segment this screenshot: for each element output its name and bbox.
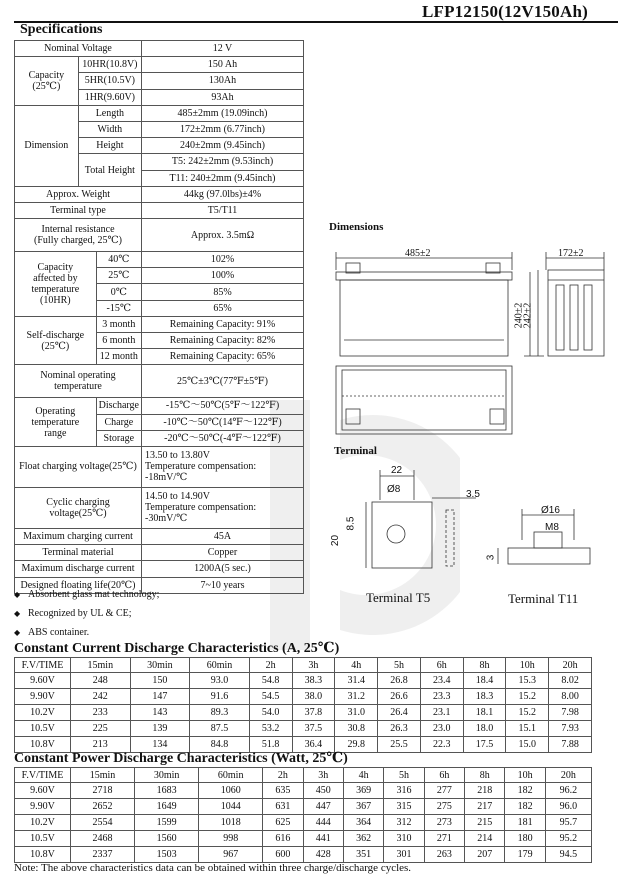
t5-dim-85: 8.5 <box>345 516 357 531</box>
table-cell: 15.3 <box>506 673 549 689</box>
t5-dim-20: 20 <box>330 534 342 547</box>
final-voltage-cell: 10.8V <box>15 847 71 863</box>
spec-sublabel: Length <box>78 105 141 121</box>
table-cell: 51.8 <box>249 737 292 753</box>
table-header-row <box>15 768 592 783</box>
table-cell: 2652 <box>71 799 135 815</box>
spec-sublabel: Charge <box>96 414 141 430</box>
table-cell: 37.8 <box>292 705 335 721</box>
column-header: 15min <box>71 658 131 673</box>
constant-power-heading: Constant Power Discharge Characteristics (Watt, 25℃) <box>14 751 348 766</box>
table-cell: 54.0 <box>249 705 292 721</box>
table-cell: 8.00 <box>549 689 592 705</box>
column-header: 5h <box>378 658 421 673</box>
table-cell: 18.4 <box>463 673 506 689</box>
table-cell: 54.8 <box>249 673 292 689</box>
table-cell: 625 <box>263 815 303 831</box>
battery-front-view <box>336 252 512 356</box>
table-cell: 1599 <box>135 815 199 831</box>
spec-label: Operating temperature range <box>15 398 97 447</box>
table-cell: 616 <box>263 831 303 847</box>
table-cell: 1560 <box>135 831 199 847</box>
spec-label: Terminal material <box>15 545 142 561</box>
spec-value: Remaining Capacity: 65% <box>142 349 304 365</box>
table-cell: 15.1 <box>506 721 549 737</box>
table-cell: 369 <box>343 783 383 799</box>
table-cell: 23.3 <box>420 689 463 705</box>
spec-sublabel: 25℃ <box>96 268 141 284</box>
column-header: 5h <box>384 768 424 783</box>
table-cell: 301 <box>384 847 424 863</box>
spec-value: -20℃～50℃(-4℉～122℉) <box>142 430 304 446</box>
spec-value: 12 V <box>142 41 304 57</box>
table-row <box>15 673 592 689</box>
table-cell: 179 <box>505 847 545 863</box>
table-cell: 214 <box>465 831 505 847</box>
spec-value <box>142 487 304 528</box>
table-cell: 15.2 <box>506 689 549 705</box>
dimensions-label: Dimensions <box>329 221 384 233</box>
table-cell: 218 <box>465 783 505 799</box>
spec-value: 172±2mm (6.77inch) <box>142 121 304 137</box>
column-header: 15min <box>71 768 135 783</box>
table-cell: 23.0 <box>420 721 463 737</box>
table-cell: 38.3 <box>292 673 335 689</box>
feature-text: Recognized by UL & CE; <box>28 608 132 619</box>
table-cell: 312 <box>384 815 424 831</box>
column-header: 8h <box>463 658 506 673</box>
table-cell: 23.1 <box>420 705 463 721</box>
spec-value: 85% <box>142 284 304 300</box>
table-cell: 441 <box>303 831 343 847</box>
spec-value: 150 Ah <box>142 57 304 73</box>
table-cell: 7.98 <box>549 705 592 721</box>
final-voltage-cell: 10.5V <box>15 831 71 847</box>
spec-label: Dimension <box>15 105 79 186</box>
battery-side-view <box>524 252 604 356</box>
column-header: 4h <box>343 768 383 783</box>
feature-list <box>14 585 159 642</box>
table-cell: 215 <box>465 815 505 831</box>
table-cell: 351 <box>343 847 383 863</box>
table-cell: 38.0 <box>292 689 335 705</box>
table-cell: 213 <box>71 737 131 753</box>
final-voltage-cell: 10.5V <box>15 721 71 737</box>
table-cell: 143 <box>130 705 190 721</box>
final-voltage-cell: 9.60V <box>15 673 71 689</box>
table-cell: 89.3 <box>190 705 250 721</box>
column-header: 20h <box>545 768 591 783</box>
diamond-bullet-icon: ◆ <box>14 628 21 637</box>
spec-value: 130Ah <box>142 73 304 89</box>
spec-sublabel: Storage <box>96 430 141 446</box>
spec-value: T11: 240±2mm (9.45inch) <box>142 170 304 186</box>
specifications-table <box>14 40 304 594</box>
spec-label: Approx. Weight <box>15 186 142 202</box>
constant-current-body <box>15 658 592 753</box>
spec-heading: Specifications <box>20 22 103 37</box>
spec-label: Internal resistance (Fully charged, 25℃) <box>15 219 142 252</box>
table-cell: 54.5 <box>249 689 292 705</box>
float-compensation-label: Temperature compensation: <box>145 461 257 473</box>
dim-length: 485±2 <box>405 248 431 259</box>
table-cell: 233 <box>71 705 131 721</box>
model-title: LFP12150(12V150Ah) <box>421 2 588 21</box>
column-header: F.V/TIME <box>15 658 71 673</box>
table-row <box>15 783 592 799</box>
spec-sublabel: 10HR(10.8V) <box>78 57 141 73</box>
final-voltage-cell: 9.60V <box>15 783 71 799</box>
table-cell: 93.0 <box>190 673 250 689</box>
table-cell: 600 <box>263 847 303 863</box>
table-cell: 53.2 <box>249 721 292 737</box>
dim-width: 172±2 <box>558 248 584 259</box>
table-cell: 7.88 <box>549 737 592 753</box>
t11-dim-16: Ø16 <box>541 505 560 516</box>
table-cell: 23.4 <box>420 673 463 689</box>
spec-label: Self-discharge (25℃) <box>15 316 97 365</box>
table-cell: 180 <box>505 831 545 847</box>
table-cell: 15.2 <box>506 705 549 721</box>
table-cell: 2554 <box>71 815 135 831</box>
spec-label: Nominal operating temperature <box>15 365 142 398</box>
column-header: 20h <box>549 658 592 673</box>
float-compensation: -18mV/℃ <box>145 472 188 484</box>
final-voltage-cell: 9.90V <box>15 799 71 815</box>
table-cell: 18.0 <box>463 721 506 737</box>
table-row <box>15 847 592 863</box>
spec-sublabel: 1HR(9.60V) <box>78 89 141 105</box>
list-item <box>14 604 159 623</box>
table-cell: 450 <box>303 783 343 799</box>
table-cell: 367 <box>343 799 383 815</box>
table-cell: 998 <box>199 831 263 847</box>
table-cell: 967 <box>199 847 263 863</box>
table-cell: 31.2 <box>335 689 378 705</box>
constant-current-table <box>14 657 592 753</box>
cyclic-voltage: 14.50 to 14.90V <box>145 491 210 503</box>
dim-height-1: 240±2 <box>513 302 525 329</box>
table-cell: 316 <box>384 783 424 799</box>
terminal-label: Terminal <box>334 445 377 457</box>
table-cell: 26.6 <box>378 689 421 705</box>
table-cell: 182 <box>505 783 545 799</box>
t5-dim-8: Ø8 <box>387 484 401 495</box>
constant-current-heading: Constant Current Discharge Characteristics (A, 25℃) <box>14 641 340 656</box>
spec-sublabel: -15℃ <box>96 300 141 316</box>
table-cell: 275 <box>424 799 464 815</box>
spec-sublabel: 6 month <box>96 333 141 349</box>
table-cell: 182 <box>505 799 545 815</box>
spec-label: Capacity (25℃) <box>15 57 79 106</box>
table-cell: 36.4 <box>292 737 335 753</box>
table-cell: 95.2 <box>545 831 591 847</box>
column-header: 6h <box>424 768 464 783</box>
table-cell: 1649 <box>135 799 199 815</box>
table-cell: 96.2 <box>545 783 591 799</box>
table-row <box>15 689 592 705</box>
column-header: 2h <box>249 658 292 673</box>
feature-text: ABS container. <box>28 627 90 638</box>
table-cell: 1044 <box>199 799 263 815</box>
table-cell: 271 <box>424 831 464 847</box>
table-cell: 134 <box>130 737 190 753</box>
table-row <box>15 815 592 831</box>
final-voltage-cell: 10.8V <box>15 737 71 753</box>
table-cell: 139 <box>130 721 190 737</box>
t5-dim-22: 22 <box>391 465 403 476</box>
column-header: 3h <box>292 658 335 673</box>
table-cell: 315 <box>384 799 424 815</box>
table-cell: 428 <box>303 847 343 863</box>
spec-sublabel: 40℃ <box>96 252 141 268</box>
spec-value: 7~10 years <box>142 577 304 593</box>
table-cell: 15.0 <box>506 737 549 753</box>
spec-sublabel: Width <box>78 121 141 137</box>
table-cell: 1503 <box>135 847 199 863</box>
table-cell: 248 <box>71 673 131 689</box>
t11-dim-3: 3 <box>485 554 497 561</box>
table-cell: 362 <box>343 831 383 847</box>
table-cell: 26.3 <box>378 721 421 737</box>
table-cell: 26.4 <box>378 705 421 721</box>
column-header: 10h <box>505 768 545 783</box>
table-header-row <box>15 658 592 673</box>
terminal-t11-drawing <box>498 509 590 564</box>
spec-value: -15℃～50℃(5℉～122℉) <box>142 398 304 414</box>
table-cell: 30.8 <box>335 721 378 737</box>
terminal-t5-caption: Terminal T5 <box>366 590 431 605</box>
spec-value: 102% <box>142 252 304 268</box>
table-cell: 31.0 <box>335 705 378 721</box>
spec-label: Terminal type <box>15 202 142 218</box>
spec-sublabel: Discharge <box>96 398 141 414</box>
spec-value: Approx. 3.5mΩ <box>142 219 304 252</box>
spec-sublabel: 3 month <box>96 316 141 332</box>
table-cell: 273 <box>424 815 464 831</box>
final-voltage-cell: 10.2V <box>15 815 71 831</box>
spec-value: T5/T11 <box>142 202 304 218</box>
table-cell: 150 <box>130 673 190 689</box>
table-cell: 2337 <box>71 847 135 863</box>
spec-label: Designed floating life(20℃) <box>15 577 142 593</box>
table-cell: 25.5 <box>378 737 421 753</box>
table-cell: 181 <box>505 815 545 831</box>
column-header: 30min <box>135 768 199 783</box>
table-cell: 631 <box>263 799 303 815</box>
table-cell: 147 <box>130 689 190 705</box>
spec-value: 1200A(5 sec.) <box>142 561 304 577</box>
table-cell: 95.7 <box>545 815 591 831</box>
table-cell: 207 <box>465 847 505 863</box>
table-cell: 22.3 <box>420 737 463 753</box>
column-header: 4h <box>335 658 378 673</box>
table-cell: 2468 <box>71 831 135 847</box>
terminal-t11-caption: Terminal T11 <box>508 591 579 606</box>
cyclic-compensation: -30mV/℃ <box>145 513 188 525</box>
table-row <box>15 721 592 737</box>
table-cell: 310 <box>384 831 424 847</box>
column-header: 2h <box>263 768 303 783</box>
spec-value: 25℃±3℃(77℉±5℉) <box>142 365 304 398</box>
table-cell: 242 <box>71 689 131 705</box>
final-voltage-cell: 10.2V <box>15 705 71 721</box>
table-cell: 1060 <box>199 783 263 799</box>
column-header: 3h <box>303 768 343 783</box>
spec-label: Maximum charging current <box>15 528 142 544</box>
spec-value: 45A <box>142 528 304 544</box>
table-cell: 1018 <box>199 815 263 831</box>
title-rule <box>14 21 618 23</box>
table-cell: 364 <box>343 815 383 831</box>
table-cell: 2718 <box>71 783 135 799</box>
table-cell: 29.8 <box>335 737 378 753</box>
table-cell: 277 <box>424 783 464 799</box>
column-header: F.V/TIME <box>15 768 71 783</box>
float-voltage: 13.50 to 13.80V <box>145 450 210 462</box>
spec-value: Remaining Capacity: 91% <box>142 316 304 332</box>
list-item <box>14 585 159 604</box>
table-cell: 263 <box>424 847 464 863</box>
feature-text: Absorbent glass mat technology; <box>28 589 160 600</box>
footnote: Note: The above characteristics data can be obtained within three charge/discharge cycles. <box>14 862 412 874</box>
table-cell: 8.02 <box>549 673 592 689</box>
column-header: 8h <box>465 768 505 783</box>
column-header: 60min <box>199 768 263 783</box>
spec-value: T5: 242±2mm (9.53inch) <box>142 154 304 170</box>
table-cell: 91.6 <box>190 689 250 705</box>
column-header: 30min <box>130 658 190 673</box>
dim-height-2: 242±2 <box>522 302 534 329</box>
diamond-bullet-icon: ◆ <box>14 590 21 599</box>
spec-value: 100% <box>142 268 304 284</box>
table-row <box>15 705 592 721</box>
final-voltage-cell: 9.90V <box>15 689 71 705</box>
column-header: 6h <box>420 658 463 673</box>
spec-value: 65% <box>142 300 304 316</box>
spec-sublabel: 5HR(10.5V) <box>78 73 141 89</box>
spec-value: Copper <box>142 545 304 561</box>
spec-value: 93Ah <box>142 89 304 105</box>
table-cell: 7.93 <box>549 721 592 737</box>
spec-value: 240±2mm (9.45inch) <box>142 138 304 154</box>
table-row <box>15 799 592 815</box>
table-cell: 37.5 <box>292 721 335 737</box>
constant-power-body <box>15 768 592 863</box>
spec-sublabel: 12 month <box>96 349 141 365</box>
table-cell: 96.0 <box>545 799 591 815</box>
column-header: 60min <box>190 658 250 673</box>
cyclic-compensation-label: Temperature compensation: <box>145 502 257 514</box>
table-cell: 17.5 <box>463 737 506 753</box>
table-cell: 225 <box>71 721 131 737</box>
spec-label: Cyclic charging voltage(25℃) <box>15 487 142 528</box>
spec-label: Capacity affected by temperature (10HR) <box>15 252 97 317</box>
diamond-bullet-icon: ◆ <box>14 609 21 618</box>
spec-value: Remaining Capacity: 82% <box>142 333 304 349</box>
spec-sublabel: Total Height <box>78 154 141 186</box>
spec-label: Nominal Voltage <box>15 41 142 57</box>
spec-sublabel: 0℃ <box>96 284 141 300</box>
table-cell: 447 <box>303 799 343 815</box>
table-cell: 444 <box>303 815 343 831</box>
table-cell: 94.5 <box>545 847 591 863</box>
constant-power-table <box>14 767 592 863</box>
table-cell: 84.8 <box>190 737 250 753</box>
spec-value: -10℃～50℃(14℉～122℉) <box>142 414 304 430</box>
table-cell: 18.3 <box>463 689 506 705</box>
table-cell: 18.1 <box>463 705 506 721</box>
spec-value: 485±2mm (19.09inch) <box>142 105 304 121</box>
spec-label: Float charging voltage(25℃) <box>15 446 142 487</box>
t11-dim-m8: M8 <box>545 522 559 533</box>
table-cell: 26.8 <box>378 673 421 689</box>
table-cell: 635 <box>263 783 303 799</box>
spec-label: Maximum discharge current <box>15 561 142 577</box>
table-cell: 1683 <box>135 783 199 799</box>
spec-value: 44kg (97.0lbs)±4% <box>142 186 304 202</box>
spec-value <box>142 446 304 487</box>
table-cell: 217 <box>465 799 505 815</box>
table-cell: 31.4 <box>335 673 378 689</box>
t5-dim-35: 3.5 <box>466 489 480 500</box>
spec-sublabel: Height <box>78 138 141 154</box>
column-header: 10h <box>506 658 549 673</box>
table-cell: 87.5 <box>190 721 250 737</box>
table-row <box>15 831 592 847</box>
